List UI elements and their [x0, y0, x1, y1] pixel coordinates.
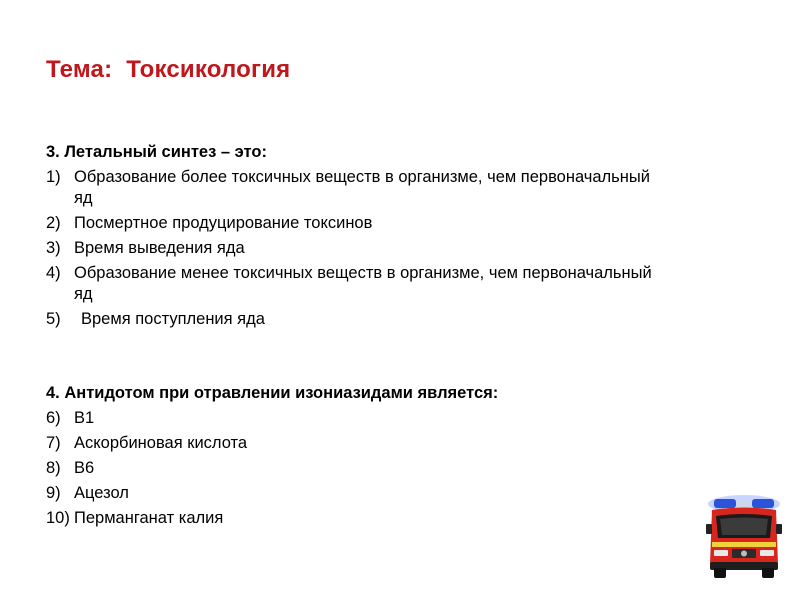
answer-option	[46, 508, 666, 529]
answer-option	[46, 483, 666, 504]
title-topic: Токсикология	[126, 56, 291, 83]
option-number: 9)	[46, 484, 61, 502]
option-number: 10)	[46, 509, 70, 527]
answer-option	[46, 213, 666, 234]
option-number: 7)	[46, 434, 61, 452]
question-3	[46, 142, 666, 334]
question-3-title: 3. Летальный синтез – это:	[46, 143, 267, 161]
question-4	[46, 383, 666, 533]
answer-option	[46, 458, 666, 479]
option-text: Ацезол	[74, 484, 129, 502]
option-number: 8)	[46, 459, 61, 477]
option-text: Время поступления яда	[81, 310, 265, 328]
option-number: 3)	[46, 239, 61, 257]
slide-title	[46, 56, 290, 84]
question-4-title: 4. Антидотом при отравлении изониазидами является:	[46, 384, 499, 402]
option-text: Образование более токсичных веществ в организме, чем первоначальный яд	[74, 168, 650, 207]
answer-option	[46, 408, 666, 429]
option-number: 5)	[46, 310, 61, 328]
ambulance-icon	[706, 494, 782, 580]
option-text: Аскорбиновая кислота	[74, 434, 248, 452]
option-text: Посмертное продуцирование токсинов	[74, 214, 373, 232]
answer-option	[46, 433, 666, 454]
answer-option	[46, 238, 666, 259]
option-text: Перманганат калия	[74, 509, 224, 527]
answer-option	[46, 167, 666, 209]
option-text: В6	[74, 459, 95, 477]
option-text: В1	[74, 409, 95, 427]
title-prefix: Тема:	[46, 56, 113, 83]
option-text: Образование менее токсичных веществ в организме, чем первоначальный яд	[74, 264, 652, 303]
answer-option	[46, 309, 666, 330]
option-number: 2)	[46, 214, 61, 232]
option-number: 1)	[46, 168, 61, 186]
answer-option	[46, 263, 666, 305]
option-text: Время выведения яда	[74, 239, 245, 257]
option-number: 4)	[46, 264, 61, 282]
option-number: 6)	[46, 409, 61, 427]
